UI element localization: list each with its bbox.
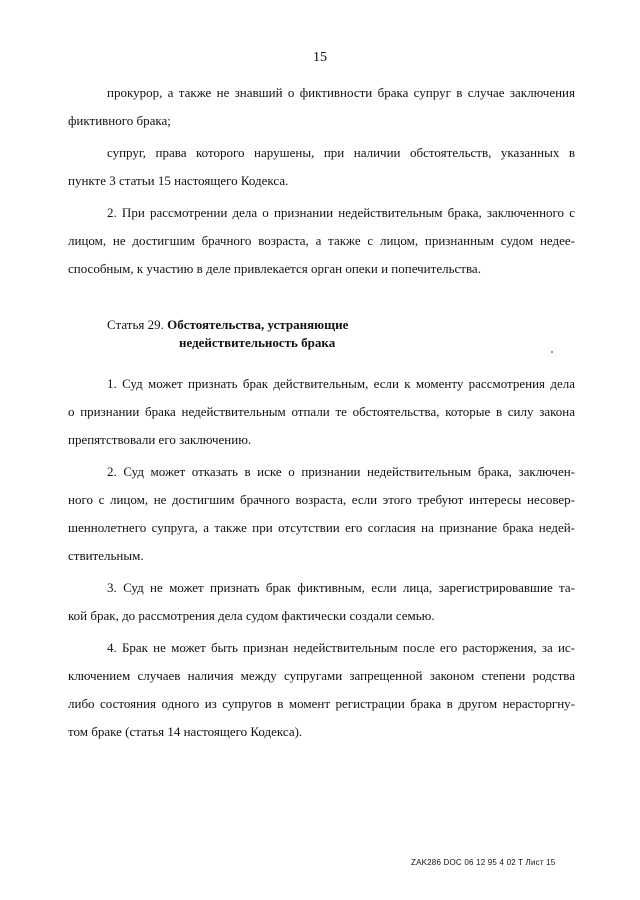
paragraph-line: 4. Брак не может быть признан недействительным после его расторжения, за ис- <box>107 640 575 655</box>
paragraph-line: пункте 3 статьи 15 настоящего Кодекса. <box>68 173 289 188</box>
paragraph-line: прокурор, а также не знавший о фиктивности брака супруг в случае заключения <box>107 85 575 100</box>
paragraph-line: шеннолетнего супруга, а также при отсутствии его согласия на признание брака недей- <box>68 520 575 535</box>
paragraph-line: 2. Суд может отказать в иске о признании недействительным брака, заключен- <box>107 464 575 479</box>
article-number: Статья 29. <box>107 317 164 332</box>
paragraph-line: о признании брака недействительным отпали те обстоятельства, которые в силу закона <box>68 404 575 419</box>
paragraph-line: 1. Суд может признать брак действительным, если к моменту рассмотрения дела <box>107 376 575 391</box>
paragraph-line: либо состояния одного из супругов в момент регистрации брака в другом нерасторгну- <box>68 696 575 711</box>
paragraph-line: препятствовали его заключению. <box>68 432 252 447</box>
paragraph-line: кой брак, до рассмотрения дела судом фактически создали семью. <box>68 608 435 623</box>
paragraph-line: 3. Суд не может признать брак фиктивным, если лица, зарегистрировавшие та- <box>107 580 575 595</box>
paragraph-line: 2. При рассмотрении дела о признании недействительным брака, заключенного с <box>107 205 575 220</box>
page-number: 15 <box>313 50 327 65</box>
article-title-line-2: недействительность брака <box>179 335 336 350</box>
paragraph-line: ствительным. <box>68 548 144 563</box>
article-title-line-1: Обстоятельства, устраняющие <box>167 317 349 332</box>
article-heading <box>107 316 348 352</box>
document-footer: ZAK286 DOC 06 12 95 4 02 T Лист 15 <box>411 858 556 867</box>
paragraph-line: ного с лицом, не достигшим брачного возраста, если этого требуют интересы несовер- <box>68 492 575 507</box>
paragraph-line: способным, к участию в деле привлекается орган опеки и попечительства. <box>68 261 481 276</box>
paragraph-line: ключением случаев наличия между супругами запрещенной законом степени родства <box>68 668 575 683</box>
paragraph-line: супруг, права которого нарушены, при наличии обстоятельств, указанных в <box>107 145 575 160</box>
paragraph-line: фиктивного брака; <box>68 113 171 128</box>
paragraph-line: лицом, не достигшим брачного возраста, а также с лицом, признанным судом недее- <box>68 233 575 248</box>
stray-mark <box>551 351 553 353</box>
paragraph-line: том браке (статья 14 настоящего Кодекса). <box>68 724 303 739</box>
